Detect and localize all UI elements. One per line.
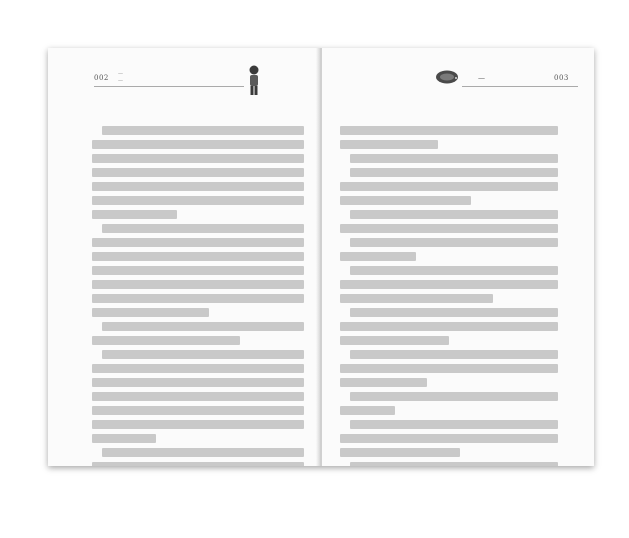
right-header-rule: [462, 86, 578, 87]
text-line: [340, 196, 471, 205]
text-line: [340, 252, 416, 261]
right-page: [322, 48, 594, 466]
text-line: [92, 168, 304, 177]
text-line: [340, 126, 558, 135]
text-line: [92, 462, 304, 466]
series-title-block: [118, 71, 123, 85]
right-page-number: 003: [554, 74, 569, 82]
text-line: [350, 266, 558, 275]
series-subtitle: —: [118, 78, 123, 84]
right-page-header: [398, 68, 578, 98]
text-line: [92, 434, 156, 443]
text-line: [340, 448, 460, 457]
text-line: [102, 126, 304, 135]
hedgehog-icon: [434, 66, 460, 86]
text-line: [340, 140, 438, 149]
text-line: [102, 350, 304, 359]
text-line: [340, 434, 558, 443]
text-line: [350, 154, 558, 163]
text-line: [350, 238, 558, 247]
text-line: [92, 238, 304, 247]
text-line: [102, 448, 304, 457]
text-line: [340, 224, 558, 233]
text-line: [340, 294, 493, 303]
text-line: [92, 280, 304, 289]
left-header-rule: [94, 86, 244, 87]
text-line: [102, 224, 304, 233]
text-line: [350, 308, 558, 317]
text-line: [92, 266, 304, 275]
text-line: [92, 406, 304, 415]
text-line: [92, 294, 304, 303]
text-line: [92, 308, 209, 317]
text-line: [340, 406, 395, 415]
text-line: [350, 392, 558, 401]
text-line: [92, 378, 304, 387]
text-line: [340, 336, 449, 345]
book-spread: [48, 48, 594, 466]
text-line: [92, 140, 304, 149]
text-line: [92, 154, 304, 163]
left-page: [48, 48, 320, 466]
text-line: [350, 462, 558, 466]
text-line: [92, 420, 304, 429]
text-line: [92, 364, 304, 373]
text-line: [350, 420, 558, 429]
left-page-number: 002: [94, 74, 109, 82]
text-line: [340, 378, 427, 387]
child-figure-icon: [244, 64, 264, 98]
text-line: [92, 252, 304, 261]
text-line: [340, 364, 558, 373]
text-line: [350, 350, 558, 359]
text-line: [340, 182, 558, 191]
left-page-header: [94, 68, 274, 98]
running-title: —: [478, 74, 486, 82]
text-line: [102, 322, 304, 331]
left-page-body: [92, 126, 304, 426]
text-line: [92, 182, 304, 191]
series-title: —: [118, 71, 123, 77]
text-line: [350, 210, 558, 219]
text-line: [340, 280, 558, 289]
text-line: [350, 168, 558, 177]
text-line: [92, 196, 304, 205]
right-page-body: [340, 126, 558, 426]
text-line: [92, 336, 240, 345]
text-line: [340, 322, 558, 331]
text-line: [92, 210, 177, 219]
text-line: [92, 392, 304, 401]
